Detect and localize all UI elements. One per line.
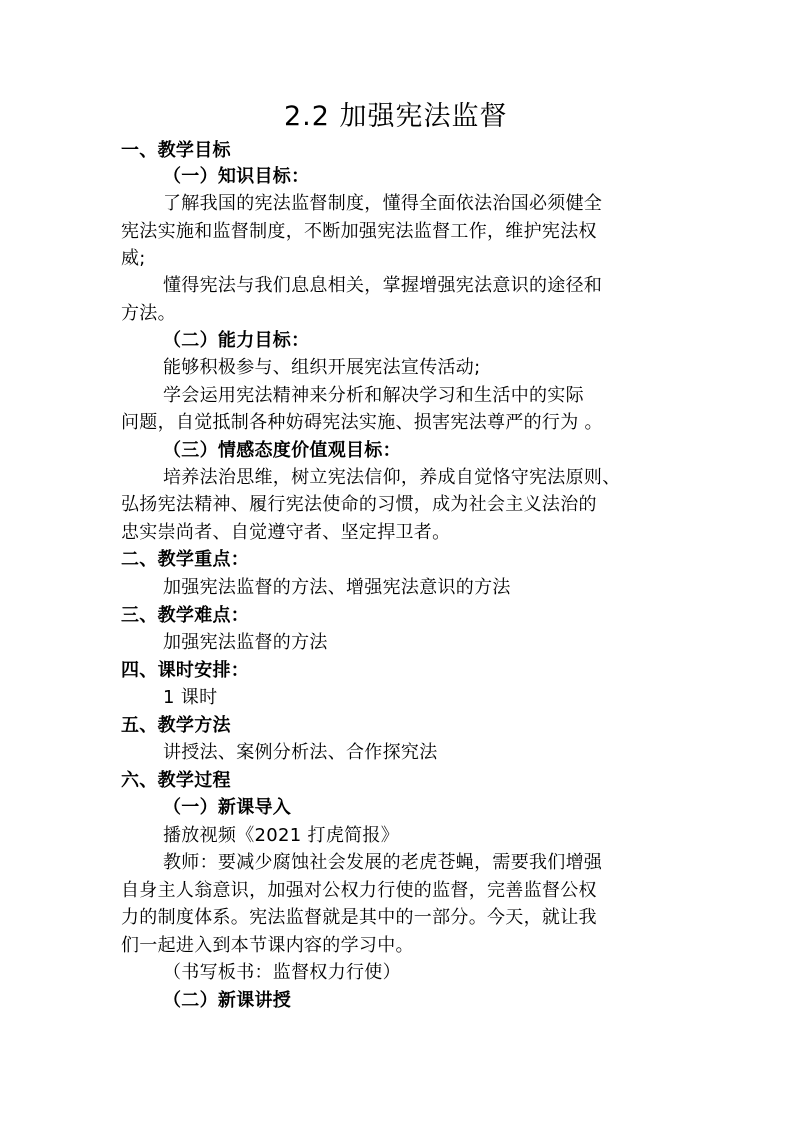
paragraph-line: 们一起进入到本节课内容的学习中。 (121, 935, 414, 956)
section-heading-process: 六、教学过程 (121, 770, 231, 791)
section-heading-key-points: 二、教学重点： (121, 549, 250, 570)
subheading-values-goals: （三）情感态度价值观目标： (163, 440, 401, 461)
paragraph-line: 了解我国的宪法监督制度，懂得全面依法治国必须健全 (163, 193, 603, 214)
paragraph-line: 能够积极参与、组织开展宪法宣传活动; (163, 357, 481, 378)
paragraph-line: 自身主人翁意识，加强对公权力行使的监督，完善监督公权 (121, 880, 597, 901)
paragraph-line: 教师：要减少腐蚀社会发展的老虎苍蝇，需要我们增强 (163, 852, 603, 873)
subheading-new-lesson: （二）新课讲授 (163, 990, 292, 1011)
section-heading-objectives: 一、教学目标 (121, 140, 231, 161)
paragraph-line: 力的制度体系。宪法监督就是其中的一部分。今天，就让我 (121, 907, 597, 928)
page-title: 2.2 加强宪法监督 (284, 101, 508, 132)
subheading-ability-goals: （二）能力目标： (163, 330, 310, 351)
subheading-knowledge-goals: （一）知识目标： (163, 166, 310, 187)
paragraph-line: 1 课时 (163, 687, 218, 708)
paragraph-line: （书写板书：监督权力行使） (163, 962, 401, 983)
paragraph-line: 方法。 (121, 303, 176, 324)
paragraph-line: 威; (121, 248, 146, 269)
section-heading-methods: 五、教学方法 (121, 715, 231, 736)
paragraph-line: 加强宪法监督的方法 (163, 632, 328, 653)
paragraph-line: 宪法实施和监督制度，不断加强宪法监督工作，维护宪法权 (121, 221, 597, 242)
paragraph-line: 忠实崇尚者、自觉遵守者、坚定捍卫者。 (121, 522, 451, 543)
section-heading-schedule: 四、课时安排： (121, 660, 250, 681)
paragraph-line: 讲授法、案例分析法、合作探究法 (163, 742, 438, 763)
subheading-introduction: （一）新课导入 (163, 797, 292, 818)
paragraph-line: 加强宪法监督的方法、增强宪法意识的方法 (163, 577, 511, 598)
paragraph-line: 问题，自觉抵制各种妨碍宪法实施、损害宪法尊严的行为 。 (121, 412, 603, 433)
section-heading-difficulties: 三、教学难点： (121, 605, 250, 626)
paragraph-line: 弘扬宪法精神、履行宪法使命的习惯，成为社会主义法治的 (121, 494, 597, 515)
paragraph-line: 懂得宪法与我们息息相关，掌握增强宪法意识的途径和 (163, 275, 603, 296)
paragraph-line: 培养法治思维，树立宪法信仰，养成自觉恪守宪法原则、 (163, 467, 621, 488)
paragraph-line: 播放视频《2021 打虎简报》 (163, 825, 400, 846)
paragraph-line: 学会运用宪法精神来分析和解决学习和生活中的实际 (163, 385, 584, 406)
